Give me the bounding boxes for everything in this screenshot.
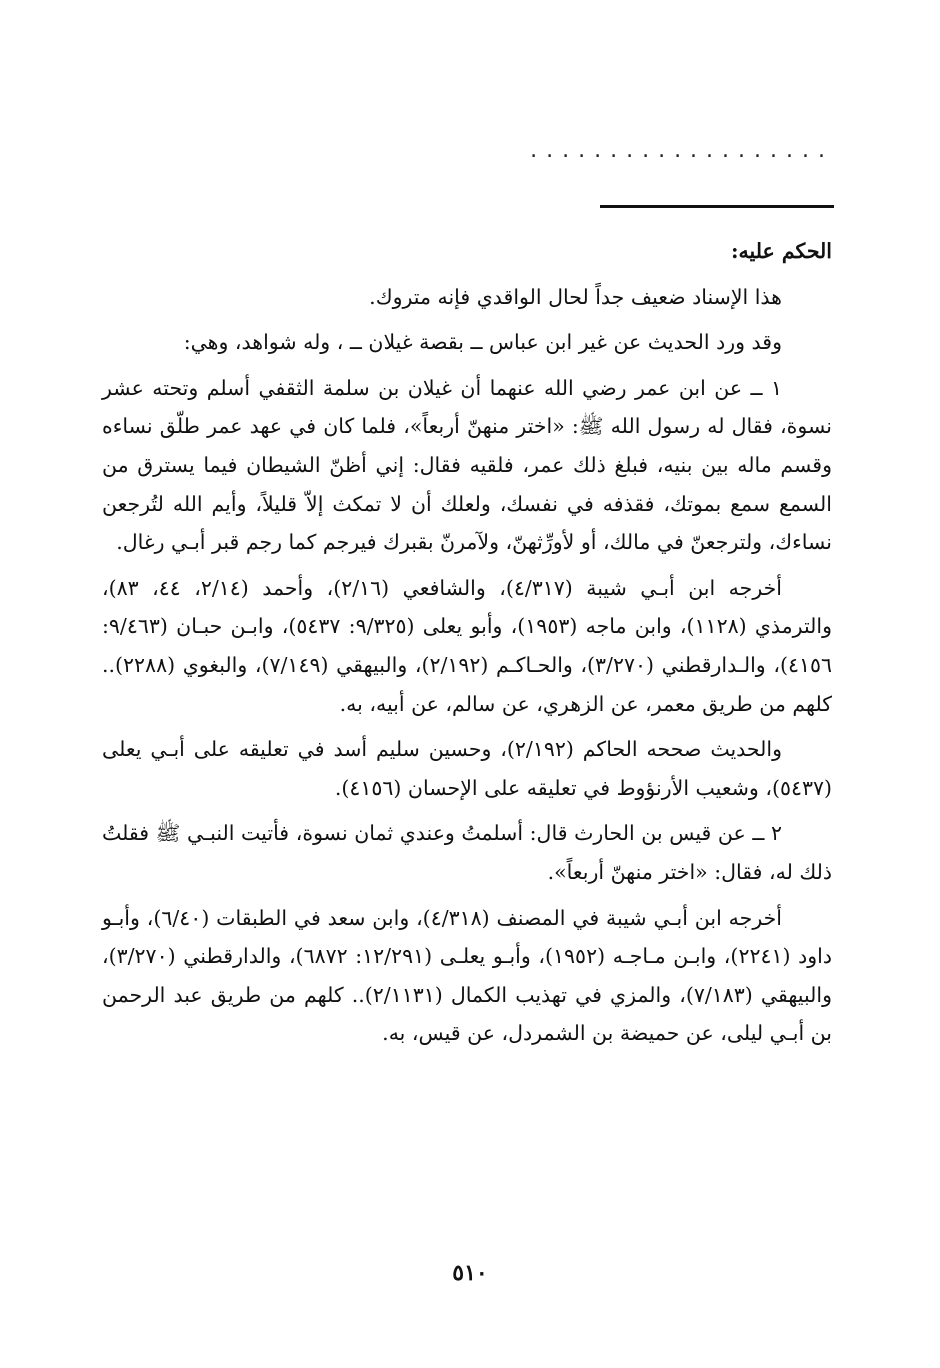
paragraph-6: ٢ ــ عن قيس بن الحارث قال: أسلمتُ وعندي ثمان نسوة، فأتيت النبـي ﷺ فقلتُ ذلك له، فقال: «اختر منهنّ أربعاً». (102, 821, 832, 884)
paragraph-7: أخرجه ابن أبـي شيبة في المصنف (٤/٣١٨)، وابن سعد في الطبقات (٦/٤٠)، وأبـو داود (٢٢٤١)، وابـن مـاجـه (١٩٥٢)، وأبـو يعلـى (١٢/٢٩١: ٦٨٧٢)، والدارقطني (٣/٢٧٠)، والبيهقي (٧/١٨٣)، والمزي في تهذيب الكمال (٢/١١٣١).. كلهم من طريق عبد الرحمن بن أبـي ليلى، عن حميضة بن الشمردل، عن قيس، به. (102, 905, 833, 1046)
heading-rule (600, 205, 834, 208)
paragraph-4: أخرجه ابن أبـي شيبة (٤/٣١٧)، والشافعي (٢/١٦)، وأحمد (٢/١٤، ٤٤، ٨٣)، والترمذي (١١٢٨)، وابن ماجه (١٩٥٣)، وأبو يعلى (٩/٣٢٥: ٥٤٣٧)، وابـن حبـان (٩/٤٦٣: ٤١٥٦)، والـدارقطني (٣/٢٧٠)، والحـاكـم (٢/١٩٢)، والبيهقي (٧/١٤٩)، والبغوي (٢٢٨٨).. كلهم من طريق معمر، عن الزهري، عن سالم، عن أبيه، به. (102, 575, 832, 716)
paragraph-2: وقد ورد الحديث عن غير ابن عباس ــ بقصة غيلان ــ ، وله شواهد، وهي: (183, 330, 782, 355)
paragraph-3: ١ ــ عن ابن عمر رضي الله عنهما أن غيلان بن سلمة الثقفي أسلم وتحته عشر نسوة، فقال له رسول الله ﷺ: «اختر منهنّ أربعاً»، فلما كان في عهد عمر طلّق نساءه وقسم ماله بين بنيه، فبلغ ذلك عمر، فلقيه فقال: إني أظنّ الشيطان فيما يسترق من السمع سمع بموتك، فقذفه في نفسك، ولعلك أن لا تمكث إلاّ قليلاً، وأيم الله لتُرجعن نساءك، ولترجعنّ في مالك، أو لأورِّثهنّ، ولآمرنّ بقبرك فيرجم كما رجم قبر أبـي رغال. (102, 375, 832, 555)
page-number: ٥١٠ (452, 1260, 488, 1286)
section-heading: الحكم عليه: (730, 239, 832, 263)
top-dotted-separator: ................... (530, 138, 834, 163)
paragraph-5: والحديث صححه الحاكم (٢/١٩٢)، وحسين سليم أسد في تعليقه على أبـي يعلى (٥٤٣٧)، وشعيب الأرنؤوط في تعليقه على الإحسان (٤١٥٦). (102, 737, 832, 800)
paragraph-1: هذا الإسناد ضعيف جداً لحال الواقدي فإنه متروك. (369, 284, 782, 309)
body-text (102, 232, 832, 1060)
